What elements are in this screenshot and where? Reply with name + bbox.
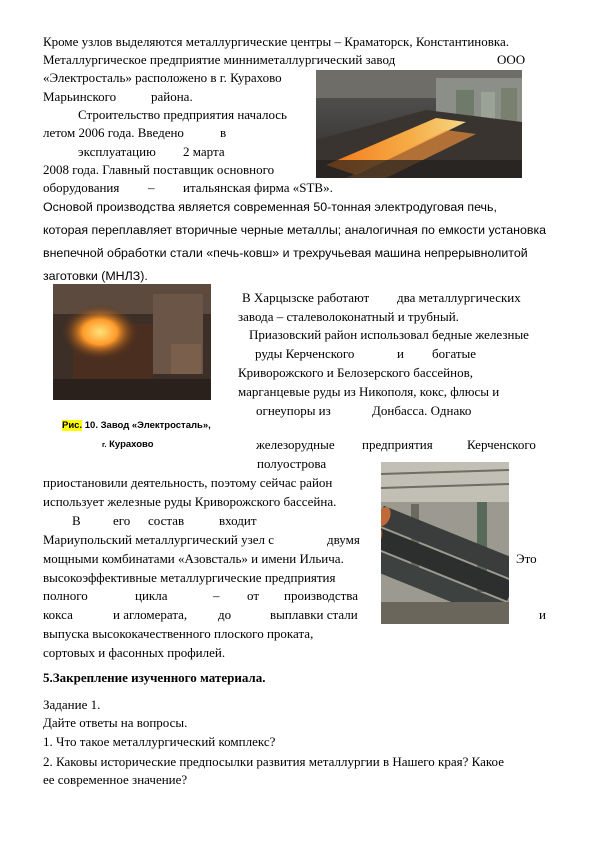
text-word: Марьинского (43, 89, 117, 104)
text-line: использует железные руды Криворожского бассейна. (43, 494, 337, 509)
text-line: Криворожского и Белозерского бассейнов, (238, 365, 473, 380)
question-2-cont: ее современное значение? (43, 772, 188, 787)
text-line: итальянская фирма «STB». (183, 180, 333, 195)
text-word: В (72, 513, 81, 528)
text-line: сортовых и фасонных профилей. (43, 645, 226, 660)
text-word: в (220, 125, 227, 140)
text-line: два металлургических (397, 290, 521, 305)
text-word: и агломерата, (113, 607, 188, 622)
caption-text: 10. Завод «Электросталь», (82, 420, 211, 431)
text-line: огнеупоры из (256, 403, 331, 418)
text-line: Основой производства является современная 50-тонная электродуговая печь, (43, 200, 497, 214)
text-word: – (213, 588, 220, 603)
text-word: предприятия (362, 437, 433, 452)
text-line: марганцевые руды из Никополя, кокс, флюсы и (238, 384, 500, 399)
text-line: руды Керченского (255, 346, 355, 361)
text-word: железорудные (256, 437, 335, 452)
caption-prefix: Рис. (62, 420, 83, 431)
text-line: внепечной обработки стали «печь-ковш» и трехручьевая машина непрерывнолитой (43, 246, 528, 260)
text-word: производства (284, 588, 359, 603)
figure-caption-line2 (102, 439, 154, 450)
pipe-factory-photo (381, 462, 509, 624)
text-word: и (539, 607, 546, 622)
text-word: состав (148, 513, 185, 528)
question-2: 2. Каковы исторические предпосылки развития металлургии в Нашего края? Какое (43, 754, 504, 769)
text-word: двумя (327, 532, 360, 547)
text-line: заготовки (МНЛЗ). (43, 269, 148, 283)
text-word: полного (43, 588, 88, 603)
caption-city-prefix: г. (102, 440, 107, 449)
text-line: высокоэффективные металлургические предприятия (43, 570, 336, 585)
text-line: Строительство предприятия началось (78, 107, 287, 122)
text-word: оборудования (43, 180, 120, 195)
task-title: Задание 1. (43, 697, 101, 712)
text-line: Кроме узлов выделяются металлургические центры – Краматорск, Константиновка. (43, 34, 510, 49)
text-line: 2008 года. Главный поставщик основного (43, 162, 275, 177)
text-word: от (247, 588, 260, 603)
text-word: богатые (432, 346, 477, 361)
text-line: летом 2006 года. Введено (43, 125, 184, 140)
text-line: Металлургическое предприятие минниметаллургический завод (43, 52, 396, 67)
text-word: эксплуатацию (78, 144, 156, 159)
text-word: его (113, 513, 131, 528)
text-word: до (218, 607, 232, 622)
text-line: приостановили деятельность, поэтому сейчас район (43, 475, 333, 490)
text-line: завода – сталеволоконатный и трубный. (238, 309, 459, 324)
text-line: «Электросталь» расположено в г. Курахово (43, 70, 282, 85)
text-word: кокса (43, 607, 73, 622)
section-heading: 5.Закрепление изученного материала. (43, 670, 266, 685)
question-1: 1. Что такое металлургический комплекс? (43, 734, 276, 749)
text-word: Это (516, 551, 537, 566)
text-line: В Харцызске работают (242, 290, 370, 305)
text-word: полуострова (257, 456, 327, 471)
text-word: и (397, 346, 404, 361)
text-line: Мариупольский металлургический узел с (43, 532, 275, 547)
text-line: мощными комбинатами «Азовсталь» и имени Ильича. (43, 551, 344, 566)
text-word: – (148, 180, 155, 195)
caption-city: Курахово (106, 439, 154, 450)
text-line: выпуска высококачественного плоского проката, (43, 626, 314, 641)
text-word: Керченского (467, 437, 536, 452)
furnace-photo (53, 284, 211, 400)
task-instruction: Дайте ответы на вопросы. (43, 715, 188, 730)
text-word: цикла (135, 588, 168, 603)
text-word: района. (151, 89, 193, 104)
text-word: 2 марта (183, 144, 225, 159)
figure-caption (62, 420, 211, 431)
text-word: входит (219, 513, 257, 528)
text-line: Приазовский район использовал бедные железные (249, 327, 529, 342)
text-line: которая переплавляет вторичные черные металлы; аналогичная по емкости установка (43, 223, 547, 237)
text-word: выплавки стали (270, 607, 358, 622)
rolling-mill-photo (316, 70, 522, 178)
text-line: Донбасса. Однако (372, 403, 472, 418)
text-word: ООО (497, 52, 526, 67)
